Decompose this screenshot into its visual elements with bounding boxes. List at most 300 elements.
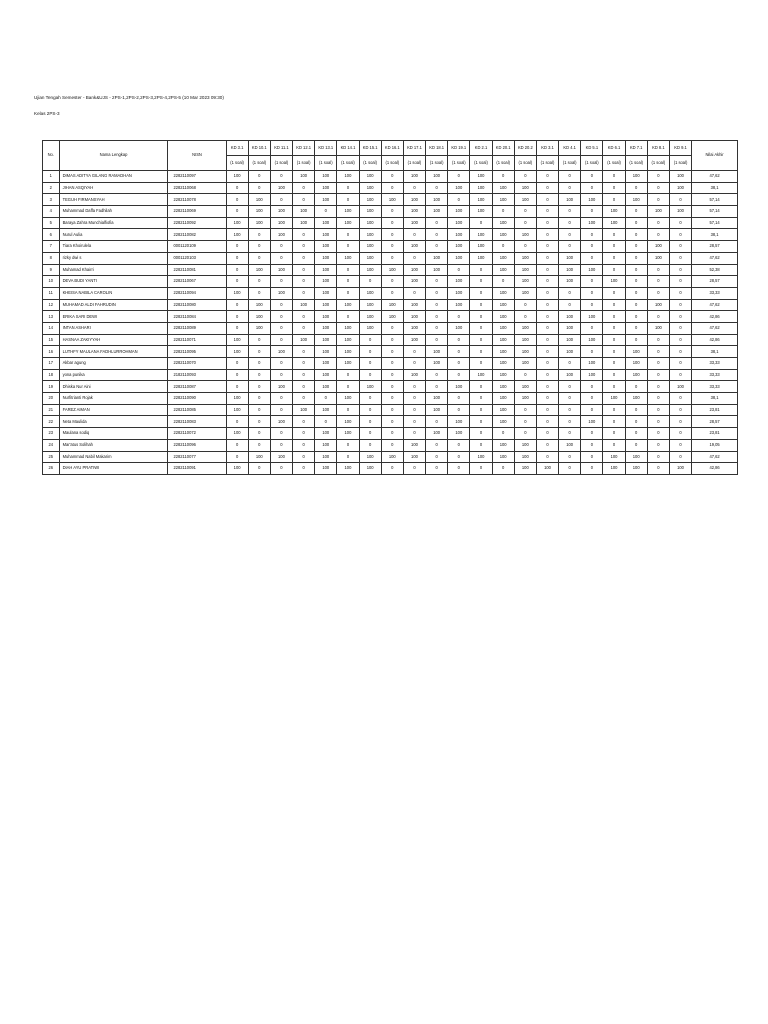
- score-cell: 0: [536, 287, 558, 299]
- score-cell: 0: [381, 404, 403, 416]
- score-cell: 100: [248, 206, 270, 218]
- row-number: 1: [43, 171, 60, 183]
- score-cell: 100: [315, 334, 337, 346]
- score-cell: 0: [647, 428, 669, 440]
- score-cell: 0: [270, 241, 292, 253]
- score-cell: 0: [470, 264, 492, 276]
- score-cell: 0: [647, 229, 669, 241]
- score-cell: 100: [470, 252, 492, 264]
- score-cell: 0: [669, 334, 691, 346]
- score-cell: 0: [647, 346, 669, 358]
- score-cell: 100: [403, 194, 425, 206]
- score-cell: 100: [448, 299, 470, 311]
- score-cell: 100: [559, 252, 581, 264]
- score-cell: 100: [514, 463, 536, 475]
- score-cell: 0: [359, 393, 381, 405]
- score-cell: 0: [559, 171, 581, 183]
- score-cell: 100: [359, 194, 381, 206]
- student-name: ERIKA SARI DEWI: [59, 311, 168, 323]
- score-cell: 100: [359, 241, 381, 253]
- score-cell: 0: [647, 194, 669, 206]
- score-cell: 100: [426, 252, 448, 264]
- score-cell: 100: [448, 416, 470, 428]
- score-cell: 100: [625, 358, 647, 370]
- student-name: LUTHFY MAULANA FADHLURROHMAN: [59, 346, 168, 358]
- score-cell: 0: [647, 276, 669, 288]
- score-cell: 100: [669, 171, 691, 183]
- score-cell: 100: [448, 217, 470, 229]
- score-cell: 100: [492, 311, 514, 323]
- row-number: 2: [43, 182, 60, 194]
- score-cell: 0: [426, 217, 448, 229]
- row-number: 13: [43, 311, 60, 323]
- score-cell: 100: [337, 358, 359, 370]
- score-cell: 100: [226, 217, 248, 229]
- score-cell: 0: [293, 463, 315, 475]
- score-cell: 100: [470, 171, 492, 183]
- score-cell: 0: [293, 311, 315, 323]
- score-cell: 100: [403, 217, 425, 229]
- header-kd: KD 20.2: [514, 141, 536, 156]
- score-cell: 0: [669, 346, 691, 358]
- score-cell: 100: [448, 229, 470, 241]
- score-cell: 0: [536, 182, 558, 194]
- score-cell: 0: [603, 334, 625, 346]
- score-cell: 0: [647, 264, 669, 276]
- table-row: [43, 182, 738, 194]
- score-cell: 0: [559, 206, 581, 218]
- score-cell: 100: [514, 182, 536, 194]
- score-cell: 100: [315, 428, 337, 440]
- score-cell: 100: [514, 322, 536, 334]
- score-cell: 0: [647, 381, 669, 393]
- score-cell: 0: [359, 346, 381, 358]
- score-cell: 0: [381, 439, 403, 451]
- row-number: 25: [43, 451, 60, 463]
- score-cell: 100: [470, 369, 492, 381]
- final-score: 42,86: [692, 334, 738, 346]
- score-cell: 0: [226, 299, 248, 311]
- final-score: 38,1: [692, 229, 738, 241]
- score-cell: 0: [581, 322, 603, 334]
- score-cell: 0: [559, 428, 581, 440]
- header-no: No.: [43, 141, 60, 171]
- header-kd: KD 7.1: [625, 141, 647, 156]
- student-nisn: 2282110078: [168, 194, 226, 206]
- table-row: [43, 393, 738, 405]
- student-name: Maulana sodiq: [59, 428, 168, 440]
- student-nisn: 2282110091: [168, 463, 226, 475]
- student-nisn: 2282110083: [168, 416, 226, 428]
- score-cell: 0: [315, 416, 337, 428]
- table-row: [43, 264, 738, 276]
- score-cell: 100: [403, 171, 425, 183]
- score-cell: 100: [492, 334, 514, 346]
- final-score: 38,1: [692, 393, 738, 405]
- score-cell: 0: [248, 287, 270, 299]
- header-kd: KD 15.1: [359, 141, 381, 156]
- score-cell: 100: [492, 369, 514, 381]
- score-cell: 100: [337, 428, 359, 440]
- score-cell: 0: [426, 439, 448, 451]
- score-cell: 0: [337, 381, 359, 393]
- score-cell: 100: [603, 463, 625, 475]
- score-cell: 0: [470, 346, 492, 358]
- score-cell: 0: [581, 182, 603, 194]
- score-cell: 100: [492, 229, 514, 241]
- final-score: 23,81: [692, 428, 738, 440]
- score-cell: 0: [514, 299, 536, 311]
- score-cell: 0: [270, 358, 292, 370]
- score-cell: 0: [536, 252, 558, 264]
- score-cell: 0: [647, 439, 669, 451]
- score-cell: 0: [293, 264, 315, 276]
- score-cell: 100: [625, 194, 647, 206]
- score-cell: 100: [315, 276, 337, 288]
- final-score: 47,62: [692, 252, 738, 264]
- student-name: Muhamad Khairri: [59, 264, 168, 276]
- score-cell: 0: [625, 381, 647, 393]
- header-kd-subheader: (1 soal): [248, 156, 270, 171]
- score-cell: 0: [625, 252, 647, 264]
- score-cell: 100: [669, 381, 691, 393]
- score-cell: 100: [470, 194, 492, 206]
- score-cell: 0: [669, 393, 691, 405]
- score-cell: 0: [625, 322, 647, 334]
- score-cell: 100: [315, 311, 337, 323]
- score-cell: 100: [514, 194, 536, 206]
- score-cell: 0: [603, 358, 625, 370]
- score-cell: 0: [293, 346, 315, 358]
- score-cell: 100: [337, 252, 359, 264]
- score-cell: 0: [647, 358, 669, 370]
- score-cell: 0: [359, 276, 381, 288]
- score-cell: 0: [381, 358, 403, 370]
- score-cell: 0: [448, 393, 470, 405]
- score-cell: 0: [603, 439, 625, 451]
- final-score: 57,14: [692, 194, 738, 206]
- student-nisn: 2282110070: [168, 358, 226, 370]
- score-cell: 100: [315, 381, 337, 393]
- score-cell: 100: [647, 252, 669, 264]
- table-row: [43, 171, 738, 183]
- student-nisn: 2282110090: [168, 393, 226, 405]
- score-cell: 0: [337, 451, 359, 463]
- score-cell: 0: [248, 439, 270, 451]
- score-cell: 100: [359, 381, 381, 393]
- score-cell: 0: [669, 299, 691, 311]
- header-kd: KD 3.1: [226, 141, 248, 156]
- score-cell: 0: [293, 276, 315, 288]
- score-cell: 100: [514, 229, 536, 241]
- score-cell: 100: [492, 217, 514, 229]
- score-cell: 0: [625, 229, 647, 241]
- header-kd: KD 19.1: [448, 141, 470, 156]
- student-nisn: 2282110082: [168, 229, 226, 241]
- score-cell: 0: [381, 276, 403, 288]
- score-cell: 0: [226, 194, 248, 206]
- student-nisn: 2282110071: [168, 334, 226, 346]
- score-cell: 0: [403, 393, 425, 405]
- score-cell: 0: [492, 428, 514, 440]
- header-kd-subheader: (1 soal): [337, 156, 359, 171]
- score-cell: 0: [426, 287, 448, 299]
- score-cell: 0: [337, 439, 359, 451]
- score-cell: 0: [381, 393, 403, 405]
- score-cell: 0: [248, 381, 270, 393]
- score-cell: 100: [315, 252, 337, 264]
- score-cell: 0: [226, 439, 248, 451]
- score-cell: 100: [337, 322, 359, 334]
- student-name: DIAH AYU PRATIWI: [59, 463, 168, 475]
- student-nisn: 2282110089: [168, 322, 226, 334]
- final-score: 42,86: [692, 463, 738, 475]
- score-cell: 100: [625, 171, 647, 183]
- score-cell: 100: [448, 276, 470, 288]
- score-cell: 0: [625, 206, 647, 218]
- score-cell: 100: [581, 217, 603, 229]
- score-cell: 0: [470, 381, 492, 393]
- score-cell: 0: [559, 404, 581, 416]
- score-cell: 100: [315, 346, 337, 358]
- score-cell: 100: [359, 322, 381, 334]
- score-cell: 0: [226, 206, 248, 218]
- score-cell: 0: [226, 381, 248, 393]
- score-cell: 0: [359, 369, 381, 381]
- score-cell: 100: [270, 206, 292, 218]
- score-cell: 100: [559, 369, 581, 381]
- score-cell: 0: [603, 322, 625, 334]
- score-cell: 0: [603, 182, 625, 194]
- student-name: DIMAS ADITYA GILANG RAMADHAN: [59, 171, 168, 183]
- score-cell: 100: [603, 276, 625, 288]
- score-cell: 0: [381, 463, 403, 475]
- score-cell: 0: [669, 264, 691, 276]
- score-cell: 0: [448, 194, 470, 206]
- score-cell: 0: [448, 369, 470, 381]
- score-cell: 0: [492, 241, 514, 253]
- score-cell: 100: [315, 439, 337, 451]
- score-cell: 100: [293, 334, 315, 346]
- final-score: 47,62: [692, 322, 738, 334]
- header-kd: KD 8.1: [647, 141, 669, 156]
- score-cell: 0: [381, 252, 403, 264]
- student-name: Nurfitrianti Rojak: [59, 393, 168, 405]
- score-cell: 0: [470, 217, 492, 229]
- score-cell: 0: [492, 206, 514, 218]
- student-nisn: 2282110087: [168, 381, 226, 393]
- score-cell: 0: [359, 416, 381, 428]
- score-cell: 0: [293, 369, 315, 381]
- score-cell: 0: [470, 428, 492, 440]
- score-cell: 0: [337, 241, 359, 253]
- score-cell: 0: [381, 322, 403, 334]
- score-cell: 0: [337, 194, 359, 206]
- score-cell: 100: [248, 264, 270, 276]
- score-cell: 0: [470, 276, 492, 288]
- score-cell: 100: [492, 358, 514, 370]
- score-cell: 0: [581, 346, 603, 358]
- score-cell: 100: [270, 381, 292, 393]
- score-cell: 100: [426, 264, 448, 276]
- header-kd-subheader: (1 soal): [270, 156, 292, 171]
- score-cell: 100: [315, 451, 337, 463]
- student-name: TEGUH FIRMANSYAH: [59, 194, 168, 206]
- score-cell: 0: [448, 171, 470, 183]
- score-cell: 100: [270, 451, 292, 463]
- row-number: 4: [43, 206, 60, 218]
- score-cell: 100: [514, 439, 536, 451]
- score-cell: 0: [536, 334, 558, 346]
- header-kd: KD 9.1: [669, 141, 691, 156]
- score-cell: 100: [315, 264, 337, 276]
- header-kd: KD 14.1: [337, 141, 359, 156]
- score-cell: 0: [559, 416, 581, 428]
- score-cell: 0: [536, 416, 558, 428]
- score-cell: 100: [403, 311, 425, 323]
- final-score: 57,14: [692, 206, 738, 218]
- score-cell: 100: [226, 287, 248, 299]
- score-cell: 0: [359, 334, 381, 346]
- final-score: 47,62: [692, 451, 738, 463]
- score-cell: 0: [381, 229, 403, 241]
- score-cell: 0: [647, 287, 669, 299]
- score-cell: 0: [270, 404, 292, 416]
- score-cell: 100: [403, 241, 425, 253]
- score-cell: 0: [248, 393, 270, 405]
- score-cell: 0: [625, 299, 647, 311]
- score-cell: 100: [625, 451, 647, 463]
- score-cell: 0: [536, 299, 558, 311]
- score-cell: 100: [514, 381, 536, 393]
- score-cell: 100: [625, 393, 647, 405]
- score-cell: 0: [559, 299, 581, 311]
- score-cell: 0: [448, 451, 470, 463]
- score-cell: 100: [359, 264, 381, 276]
- header-kd-subheader: (1 soal): [492, 156, 514, 171]
- score-cell: 100: [669, 182, 691, 194]
- score-cell: 0: [669, 369, 691, 381]
- score-cell: 0: [337, 311, 359, 323]
- score-cell: 0: [337, 276, 359, 288]
- score-cell: 0: [381, 416, 403, 428]
- score-cell: 0: [470, 439, 492, 451]
- score-cell: 100: [315, 194, 337, 206]
- header-kd-subheader: (1 soal): [359, 156, 381, 171]
- score-cell: 100: [426, 428, 448, 440]
- final-score: 38,1: [692, 182, 738, 194]
- row-number: 8: [43, 252, 60, 264]
- score-cell: 0: [270, 194, 292, 206]
- grades-table: [42, 140, 738, 475]
- score-cell: 0: [403, 404, 425, 416]
- final-score: 57,14: [692, 217, 738, 229]
- student-name: HASNAA ZAKIYYAH: [59, 334, 168, 346]
- score-cell: 0: [536, 322, 558, 334]
- score-cell: 0: [293, 241, 315, 253]
- score-cell: 0: [536, 311, 558, 323]
- score-cell: 100: [403, 439, 425, 451]
- score-cell: 0: [448, 463, 470, 475]
- header-kd-subheader: (1 soal): [514, 156, 536, 171]
- header-kd: KD 13.1: [315, 141, 337, 156]
- student-nisn: 0001120109: [168, 241, 226, 253]
- score-cell: 100: [426, 346, 448, 358]
- score-cell: 100: [492, 194, 514, 206]
- score-cell: 100: [581, 369, 603, 381]
- score-cell: 0: [536, 241, 558, 253]
- score-cell: 0: [669, 287, 691, 299]
- student-name: Mar'atus Solihah: [59, 439, 168, 451]
- score-cell: 0: [536, 276, 558, 288]
- score-cell: 100: [359, 463, 381, 475]
- score-cell: 100: [403, 369, 425, 381]
- score-cell: 100: [337, 393, 359, 405]
- score-cell: 100: [337, 206, 359, 218]
- score-cell: 100: [359, 206, 381, 218]
- table-row: [43, 404, 738, 416]
- score-cell: 0: [669, 439, 691, 451]
- score-cell: 0: [625, 287, 647, 299]
- final-score: 47,62: [692, 299, 738, 311]
- score-cell: 0: [559, 287, 581, 299]
- table-row: [43, 416, 738, 428]
- table-row: [43, 439, 738, 451]
- score-cell: 100: [315, 287, 337, 299]
- score-cell: 0: [603, 171, 625, 183]
- score-cell: 0: [315, 206, 337, 218]
- table-row: [43, 287, 738, 299]
- table-row: [43, 346, 738, 358]
- score-cell: 100: [226, 463, 248, 475]
- score-cell: 100: [559, 194, 581, 206]
- score-cell: 0: [536, 217, 558, 229]
- student-nisn: 2282110097: [168, 171, 226, 183]
- score-cell: 0: [270, 428, 292, 440]
- row-number: 19: [43, 381, 60, 393]
- score-cell: 0: [226, 264, 248, 276]
- score-cell: 100: [647, 299, 669, 311]
- score-cell: 0: [470, 334, 492, 346]
- row-number: 14: [43, 322, 60, 334]
- final-score: 23,81: [692, 404, 738, 416]
- score-cell: 0: [270, 369, 292, 381]
- score-cell: 0: [226, 241, 248, 253]
- score-cell: 100: [359, 299, 381, 311]
- score-cell: 100: [293, 171, 315, 183]
- score-cell: 100: [514, 451, 536, 463]
- table-row: [43, 206, 738, 218]
- score-cell: 0: [293, 416, 315, 428]
- score-cell: 0: [669, 428, 691, 440]
- score-cell: 0: [559, 182, 581, 194]
- header-kd: KD 16.1: [381, 141, 403, 156]
- score-cell: 0: [581, 463, 603, 475]
- score-cell: 0: [426, 369, 448, 381]
- score-cell: 0: [536, 264, 558, 276]
- score-cell: 0: [581, 252, 603, 264]
- score-cell: 0: [403, 182, 425, 194]
- score-cell: 0: [625, 241, 647, 253]
- score-cell: 0: [337, 287, 359, 299]
- row-number: 9: [43, 264, 60, 276]
- table-row: [43, 358, 738, 370]
- student-nisn: 2282110094: [168, 287, 226, 299]
- score-cell: 100: [403, 206, 425, 218]
- score-cell: 0: [603, 369, 625, 381]
- row-number: 3: [43, 194, 60, 206]
- score-cell: 0: [470, 463, 492, 475]
